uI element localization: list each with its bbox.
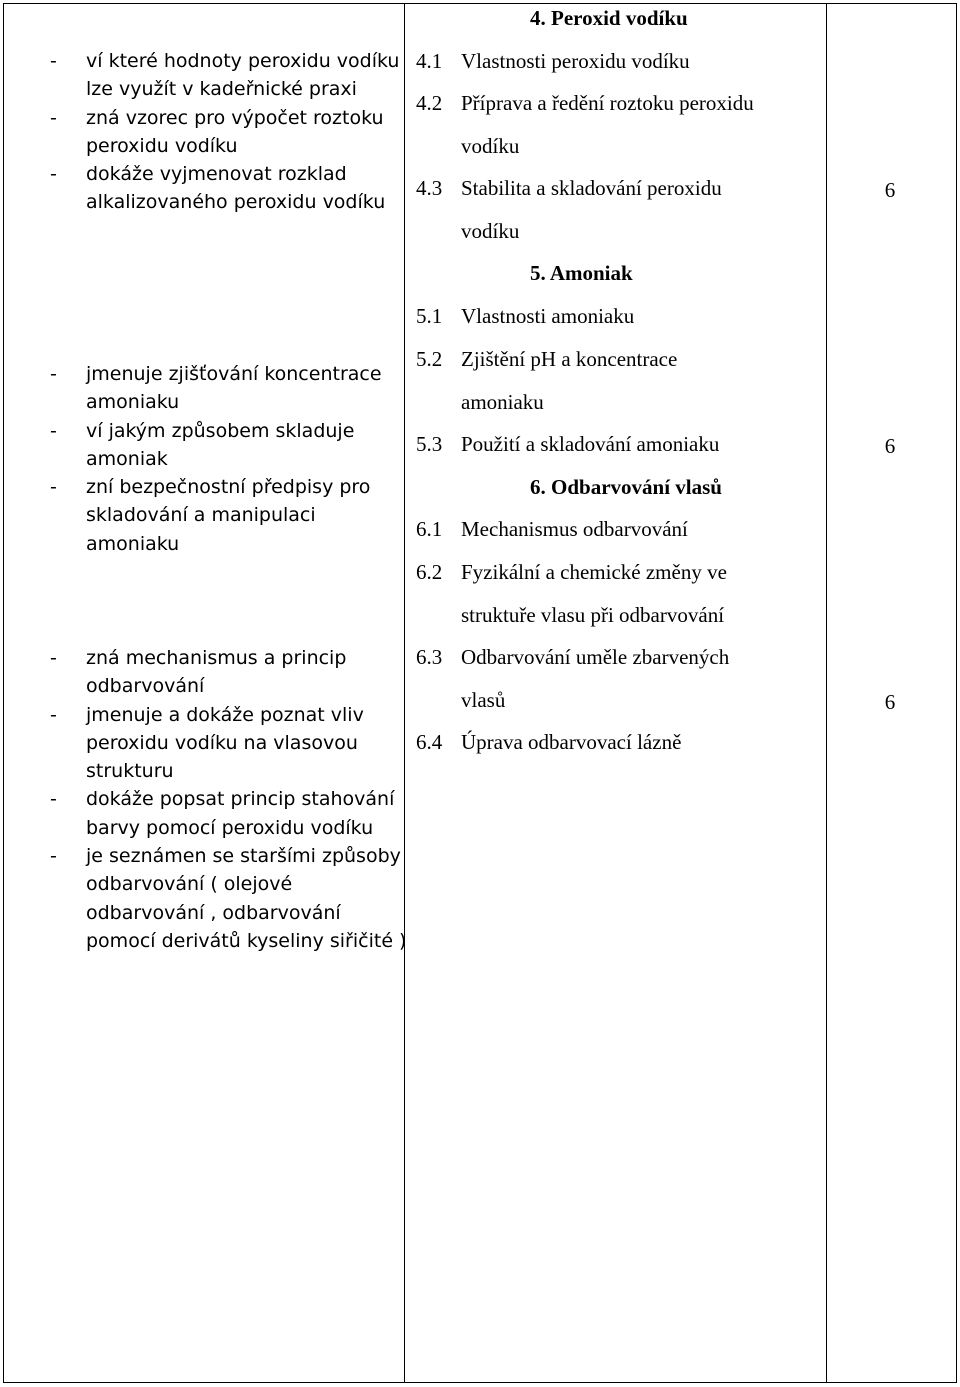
section-heading-bleaching: 6. Odbarvování vlasů: [530, 475, 722, 499]
list-item: - zní bezpečnostní předpisy pro skladování a manipulaci amoniaku: [50, 476, 371, 555]
topic-6-2-cont: struktuře vlasu při odbarvování: [461, 603, 725, 627]
topic-5-2-cont: amoniaku: [461, 390, 544, 414]
topic-5-3: 5.3 Použití a skladování amoniaku: [416, 432, 720, 456]
topic-6-1: 6.1 Mechanismus odbarvování: [416, 517, 688, 541]
topic-5-1: 5.1 Vlastnosti amoniaku: [416, 304, 635, 328]
list-item: - je seznámen se staršími způsoby odbarvování ( olejové odbarvování , odbarvování pomocí derivátů kyseliny siřičité ): [50, 845, 407, 952]
section-heading-ammonia: 5. Amoniak: [530, 261, 633, 285]
list-item: - dokáže popsat princip stahování barvy pomocí peroxidu vodíku: [50, 788, 395, 839]
topic-6-4: 6.4 Úprava odbarvovací lázně: [416, 730, 682, 754]
column-divider-2: [826, 3, 827, 1383]
topic-6-2: 6.2 Fyzikální a chemické změny ve: [416, 560, 727, 584]
competency-block-ammonia: [50, 360, 410, 558]
competency-block-bleaching: [50, 644, 410, 955]
section-heading-peroxide: 4. Peroxid vodíku: [530, 6, 688, 30]
list-item: - zná mechanismus a princip odbarvování: [50, 647, 347, 698]
topic-4-1: 4.1 Vlastnosti peroxidu vodíku: [416, 49, 690, 73]
list-item: - ví které hodnoty peroxidu vodíku lze využít v kadeřnické praxi: [50, 50, 400, 101]
list-item: - ví jakým způsobem skladuje amoniak: [50, 419, 355, 470]
topic-4-2-cont: vodíku: [461, 134, 520, 158]
topic-4-2: 4.2 Příprava a ředění roztoku peroxidu: [416, 91, 754, 115]
list-item: - dokáže vyjmenovat rozklad alkalizovaného peroxidu vodíku: [50, 163, 386, 214]
list-item: - jmenuje zjišťování koncentrace amoniaku: [50, 363, 382, 414]
topic-5-2: 5.2 Zjištění pH a koncentrace: [416, 347, 678, 371]
list-item: - jmenuje a dokáže poznat vliv peroxidu vodíku na vlasovou strukturu: [50, 703, 364, 783]
topic-4-3-cont: vodíku: [461, 219, 520, 243]
list-item: - zná vzorec pro výpočet roztoku peroxidu vodíku: [50, 106, 384, 157]
topic-6-3-cont: vlasů: [461, 688, 506, 712]
topic-6-3: 6.3 Odbarvování uměle zbarvených: [416, 645, 730, 669]
hours-bleaching: 6: [884, 690, 896, 714]
hours-peroxide: 6: [884, 178, 896, 202]
hours-ammonia: 6: [884, 434, 896, 458]
topic-4-3: 4.3 Stabilita a skladování peroxidu: [416, 176, 722, 200]
competency-block-peroxide: [50, 47, 410, 217]
